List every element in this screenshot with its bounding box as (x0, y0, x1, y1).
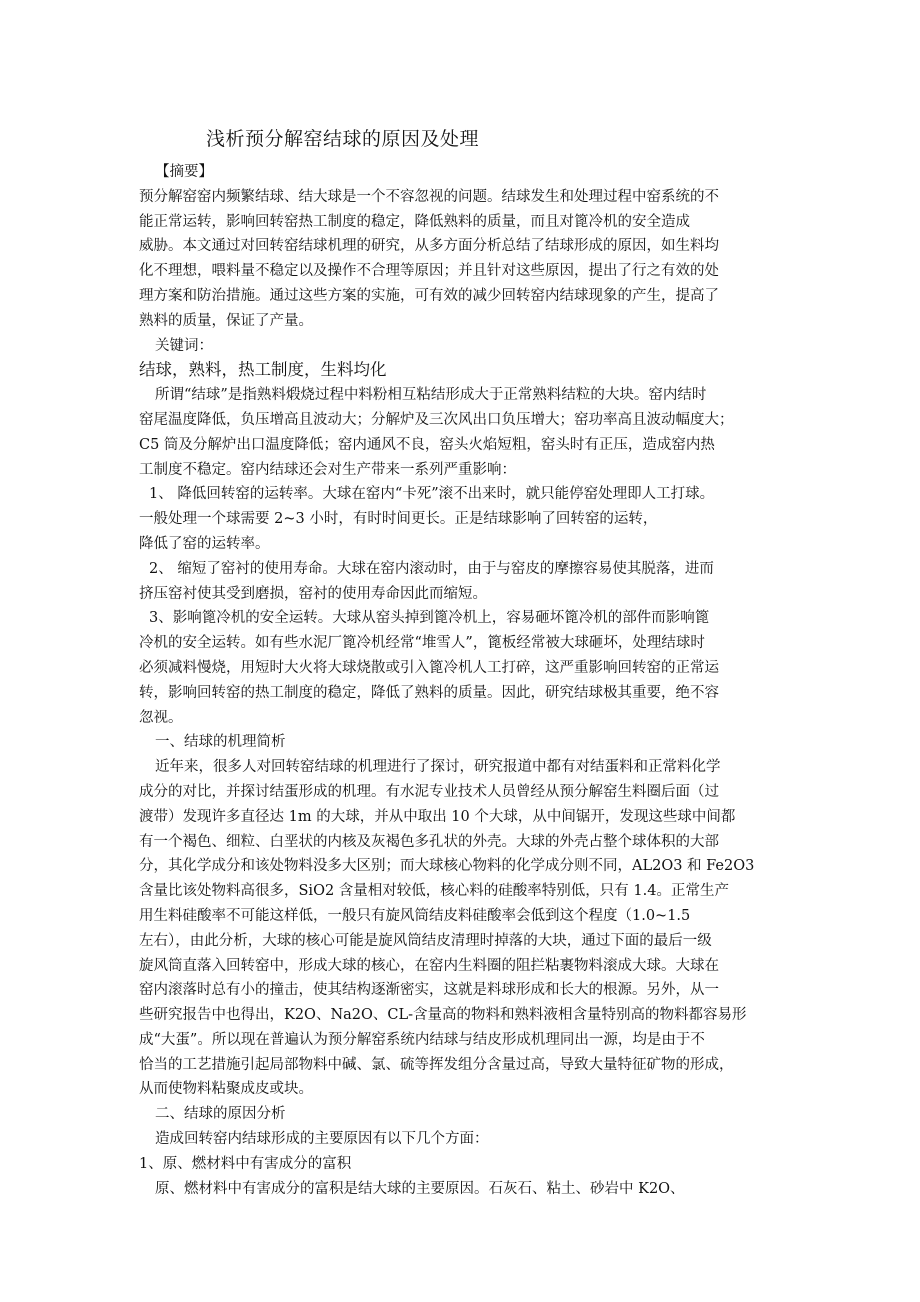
text-line: 1、原、燃材料中有害成分的富积 (139, 1155, 352, 1172)
text-line: 窑内滚落时总有小的撞击，使其结构逐渐密实，这就是料球形成和长大的根源。另外，从一 (139, 982, 719, 999)
text-line: 工制度不稳定。窑内结球还会对生产带来一系列严重影响： (139, 461, 516, 478)
text-line: 恰当的工艺措施引起局部物料中碱、氯、硫等挥发组分含量过高，导致大量特征矿物的形成， (139, 1056, 734, 1073)
text-line: 分，其化学成分和该处物料没多大区别；而大球核心物料的化学成分则不同，AL2O3 和 Fe2O3 (139, 858, 755, 875)
keywords-line: 结球，熟料，热工制度，生料均化 (139, 360, 387, 380)
text-line: 近年来，很多人对回转窑结球的机理进行了探讨，研究报道中都有对结蛋料和正常料化学 (155, 759, 721, 776)
text-line: 转，影响回转窑的热工制度的稳定，降低了熟料的质量。因此，研究结球极其重要，绝不容 (139, 684, 719, 701)
text-line: 能正常运转，影响回转窑热工制度的稳定，降低熟料的质量，而且对篦冷机的安全造成 (139, 213, 690, 230)
text-line: 威胁。本文通过对回转窑结球机理的研究，从多方面分析总结了结球形成的原因，如生料均 (139, 238, 719, 255)
text-line: 一、结球的机理简析 (155, 734, 286, 751)
text-line: 【摘要】 (155, 164, 213, 180)
document-title: 浅析预分解窑结球的原因及处理 (206, 128, 480, 150)
text-line: 必须减料慢烧，用短时大火将大球烧散或引入篦冷机人工打碎，这严重影响回转窑的正常运 (139, 659, 719, 676)
text-line: 原、燃材料中有害成分的富积是结大球的主要原因。石灰石、粘土、砂岩中 K2O、 (155, 1180, 685, 1197)
text-line: 造成回转窑内结球形成的主要原因有以下几个方面： (155, 1131, 489, 1148)
text-line: 所谓“结球”是指熟料煅烧过程中料粉相互粘结形成大于正常熟料结粒的大块。窑内结时 (155, 387, 707, 404)
text-line: 渡带）发现许多直径达 1m 的大球，并从中取出 10 个大球，从中间锯开，发现这些球中间都 (139, 808, 736, 825)
text-line: 成“大蛋”。所以现在普遍认为预分解窑系统内结球与结皮形成机理同出一源，均是由于不 (139, 1031, 705, 1048)
text-line: 左右），由此分析，大球的核心可能是旋风筒结皮清理时掉落的大块，通过下面的最后一级 (139, 932, 712, 949)
document-body (139, 160, 799, 1201)
text-line: 挤压窑衬使其受到磨损，窑衬的使用寿命因此而缩短。 (139, 585, 487, 602)
text-line: 含量比该处物料高很多，SiO2 含量相对较低，核心料的硅酸率特别低，只有 1.4。正常生产 (139, 883, 729, 900)
text-line: 一般处理一个球需要 2~3 小时，有时时间更长。正是结球影响了回转窑的运转， (139, 511, 658, 528)
text-line: 用生料硅酸率不可能这样低，一般只有旋风筒结皮料硅酸率会低到这个程度（1.0~1.5 (139, 907, 691, 924)
text-line: 1、 降低回转窑的运转率。大球在窑内“卡死”滚不出来时，就只能停窑处理即人工打球。 (149, 486, 715, 503)
text-line: 关键词： (155, 337, 213, 354)
text-line: 预分解窑窑内频繁结球、结大球是一个不容忽视的问题。结球发生和处理过程中窑系统的不 (139, 188, 719, 205)
text-line: C5 筒及分解炉出口温度降低；窑内通风不良，窑头火焰短粗，窑头时有正压，造成窑内热 (139, 436, 715, 453)
text-line: 二、结球的原因分析 (155, 1106, 286, 1123)
text-line: 成分的对比，并探讨结蛋形成的机理。有水泥专业技术人员曾经从预分解窑生料圈后面（过 (139, 783, 719, 800)
text-line: 些研究报告中也得出，K2O、Na2O、CL-含量高的物料和熟料液相含量特别高的物料都容易形 (139, 1007, 747, 1024)
text-line: 窑尾温度降低，负压增高且波动大；分解炉及三次风出口负压增大；窑功率高且波动幅度大； (139, 411, 734, 428)
text-line: 旋风筒直落入回转窑中，形成大球的核心，在窑内生料圈的阻拦粘裹物料滚成大球。大球在 (139, 957, 719, 974)
text-line: 冷机的安全运转。如有些水泥厂篦冷机经常“堆雪人”，篦板经常被大球砸坏，处理结球时 (139, 635, 705, 652)
text-line: 2、 缩短了窑衬的使用寿命。大球在窑内滚动时，由于与窑皮的摩擦容易使其脱落，进而 (149, 560, 714, 577)
text-line: 理方案和防治措施。通过这些方案的实施，可有效的减少回转窑内结球现象的产生，提高了 (139, 287, 719, 304)
text-line: 从而使物料粘聚成皮或块。 (139, 1081, 313, 1098)
text-line: 化不理想，喂料量不稳定以及操作不合理等原因；并且针对这些原因，提出了行之有效的处 (139, 263, 719, 280)
text-line: 熟料的质量，保证了产量。 (139, 312, 313, 329)
text-line: 有一个褐色、细粒、白垩状的内核及灰褐色多孔状的外壳。大球的外壳占整个球体积的大部 (139, 833, 719, 850)
text-line: 3、影响篦冷机的安全运转。大球从窑头掉到篦冷机上，容易砸坏篦冷机的部件而影响篦 (149, 610, 710, 627)
text-line: 忽视。 (139, 709, 183, 726)
text-line: 降低了窑的运转率。 (139, 535, 270, 552)
